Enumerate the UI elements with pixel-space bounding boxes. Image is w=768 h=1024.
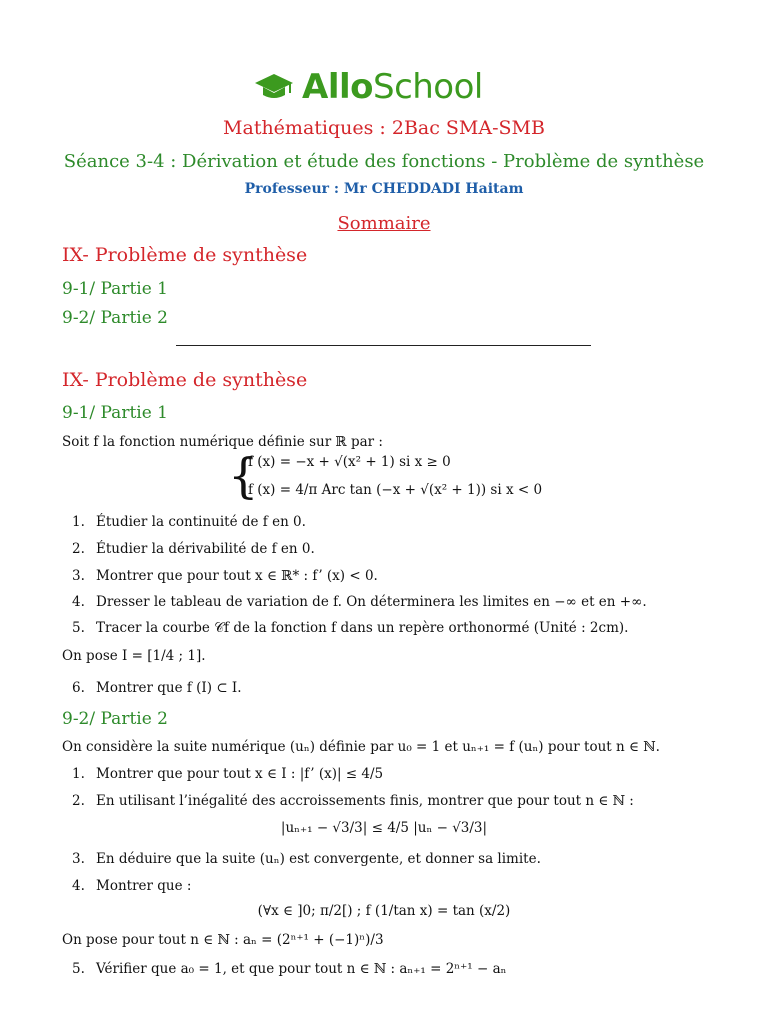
p2-question-1: 1. Montrer que pour tout x ∈ I : |f’ (x)| ≤ 4/5 [72, 766, 384, 782]
partie1-heading: 9-1/ Partie 1 [62, 403, 168, 423]
inequality-display: |uₙ₊₁ − √3/3| ≤ 4/5 |uₙ − √3/3| [280, 820, 488, 836]
pose-interval: On pose I = [1/4 ; 1]. [62, 648, 206, 664]
graduation-cap-icon [254, 72, 294, 102]
toc-item-partie2[interactable]: 9-2/ Partie 2 [62, 308, 168, 328]
function-system [228, 450, 548, 506]
question-3: 3. Montrer que pour tout x ∈ ℝ* : f’ (x) < 0. [72, 568, 378, 584]
toc-section-link[interactable]: IX- Problème de synthèse [62, 244, 308, 266]
question-2: 2. Étudier la dérivabilité de f en 0. [72, 541, 315, 557]
p2-question-2: 2. En utilisant l’inégalité des accroissements finis, montrer que pour tout n ∈ ℕ : [72, 793, 634, 809]
question-4: 4. Dresser le tableau de variation de f. On déterminera les limites en −∞ et en +∞. [72, 594, 647, 610]
logo-text: AlloSchool [302, 67, 483, 107]
section-heading: IX- Problème de synthèse [62, 369, 308, 391]
question-6: 6. Montrer que f (I) ⊂ I. [72, 680, 242, 696]
partie2-intro: On considère la suite numérique (uₙ) définie par u₀ = 1 et uₙ₊₁ = f (uₙ) pour tout n ∈ ℕ. [62, 739, 660, 755]
system-line-2: f (x) = 4/π Arc tan (−x + √(x² + 1)) si x < 0 [248, 482, 543, 498]
identity-display: (∀x ∈ ]0; π/2[) ; f (1/tan x) = tan (x/2) [257, 903, 511, 919]
professor-name: Professeur : Mr CHEDDADI Haitam [244, 181, 524, 197]
brace-symbol: { [228, 448, 259, 504]
p2-question-5: 5. Vérifier que a₀ = 1, et que pour tout n ∈ ℕ : aₙ₊₁ = 2ⁿ⁺¹ − aₙ [72, 961, 507, 977]
course-title: Mathématiques : 2Bac SMA-SMB [223, 117, 545, 139]
pose-sequence: On pose pour tout n ∈ ℕ : aₙ = (2ⁿ⁺¹ + (−1)ⁿ)/3 [62, 932, 384, 948]
question-5: 5. Tracer la courbe 𝒞f de la fonction f dans un repère orthonormé (Unité : 2cm). [72, 620, 629, 636]
divider [176, 345, 591, 346]
p2-question-3: 3. En déduire que la suite (uₙ) est convergente, et donner sa limite. [72, 851, 541, 867]
partie2-heading: 9-2/ Partie 2 [62, 709, 168, 729]
seance-title: Séance 3-4 : Dérivation et étude des fonctions - Problème de synthèse [63, 151, 705, 172]
toc-item-partie1[interactable]: 9-1/ Partie 1 [62, 279, 168, 299]
sommaire-heading[interactable]: Sommaire [337, 213, 431, 234]
p2-question-4: 4. Montrer que : [72, 878, 192, 894]
alloschool-logo[interactable] [254, 66, 483, 108]
question-1: 1. Étudier la continuité de f en 0. [72, 514, 306, 530]
partie1-intro: Soit f la fonction numérique définie sur ℝ par : [62, 434, 383, 450]
system-line-1: f (x) = −x + √(x² + 1) si x ≥ 0 [248, 454, 451, 470]
